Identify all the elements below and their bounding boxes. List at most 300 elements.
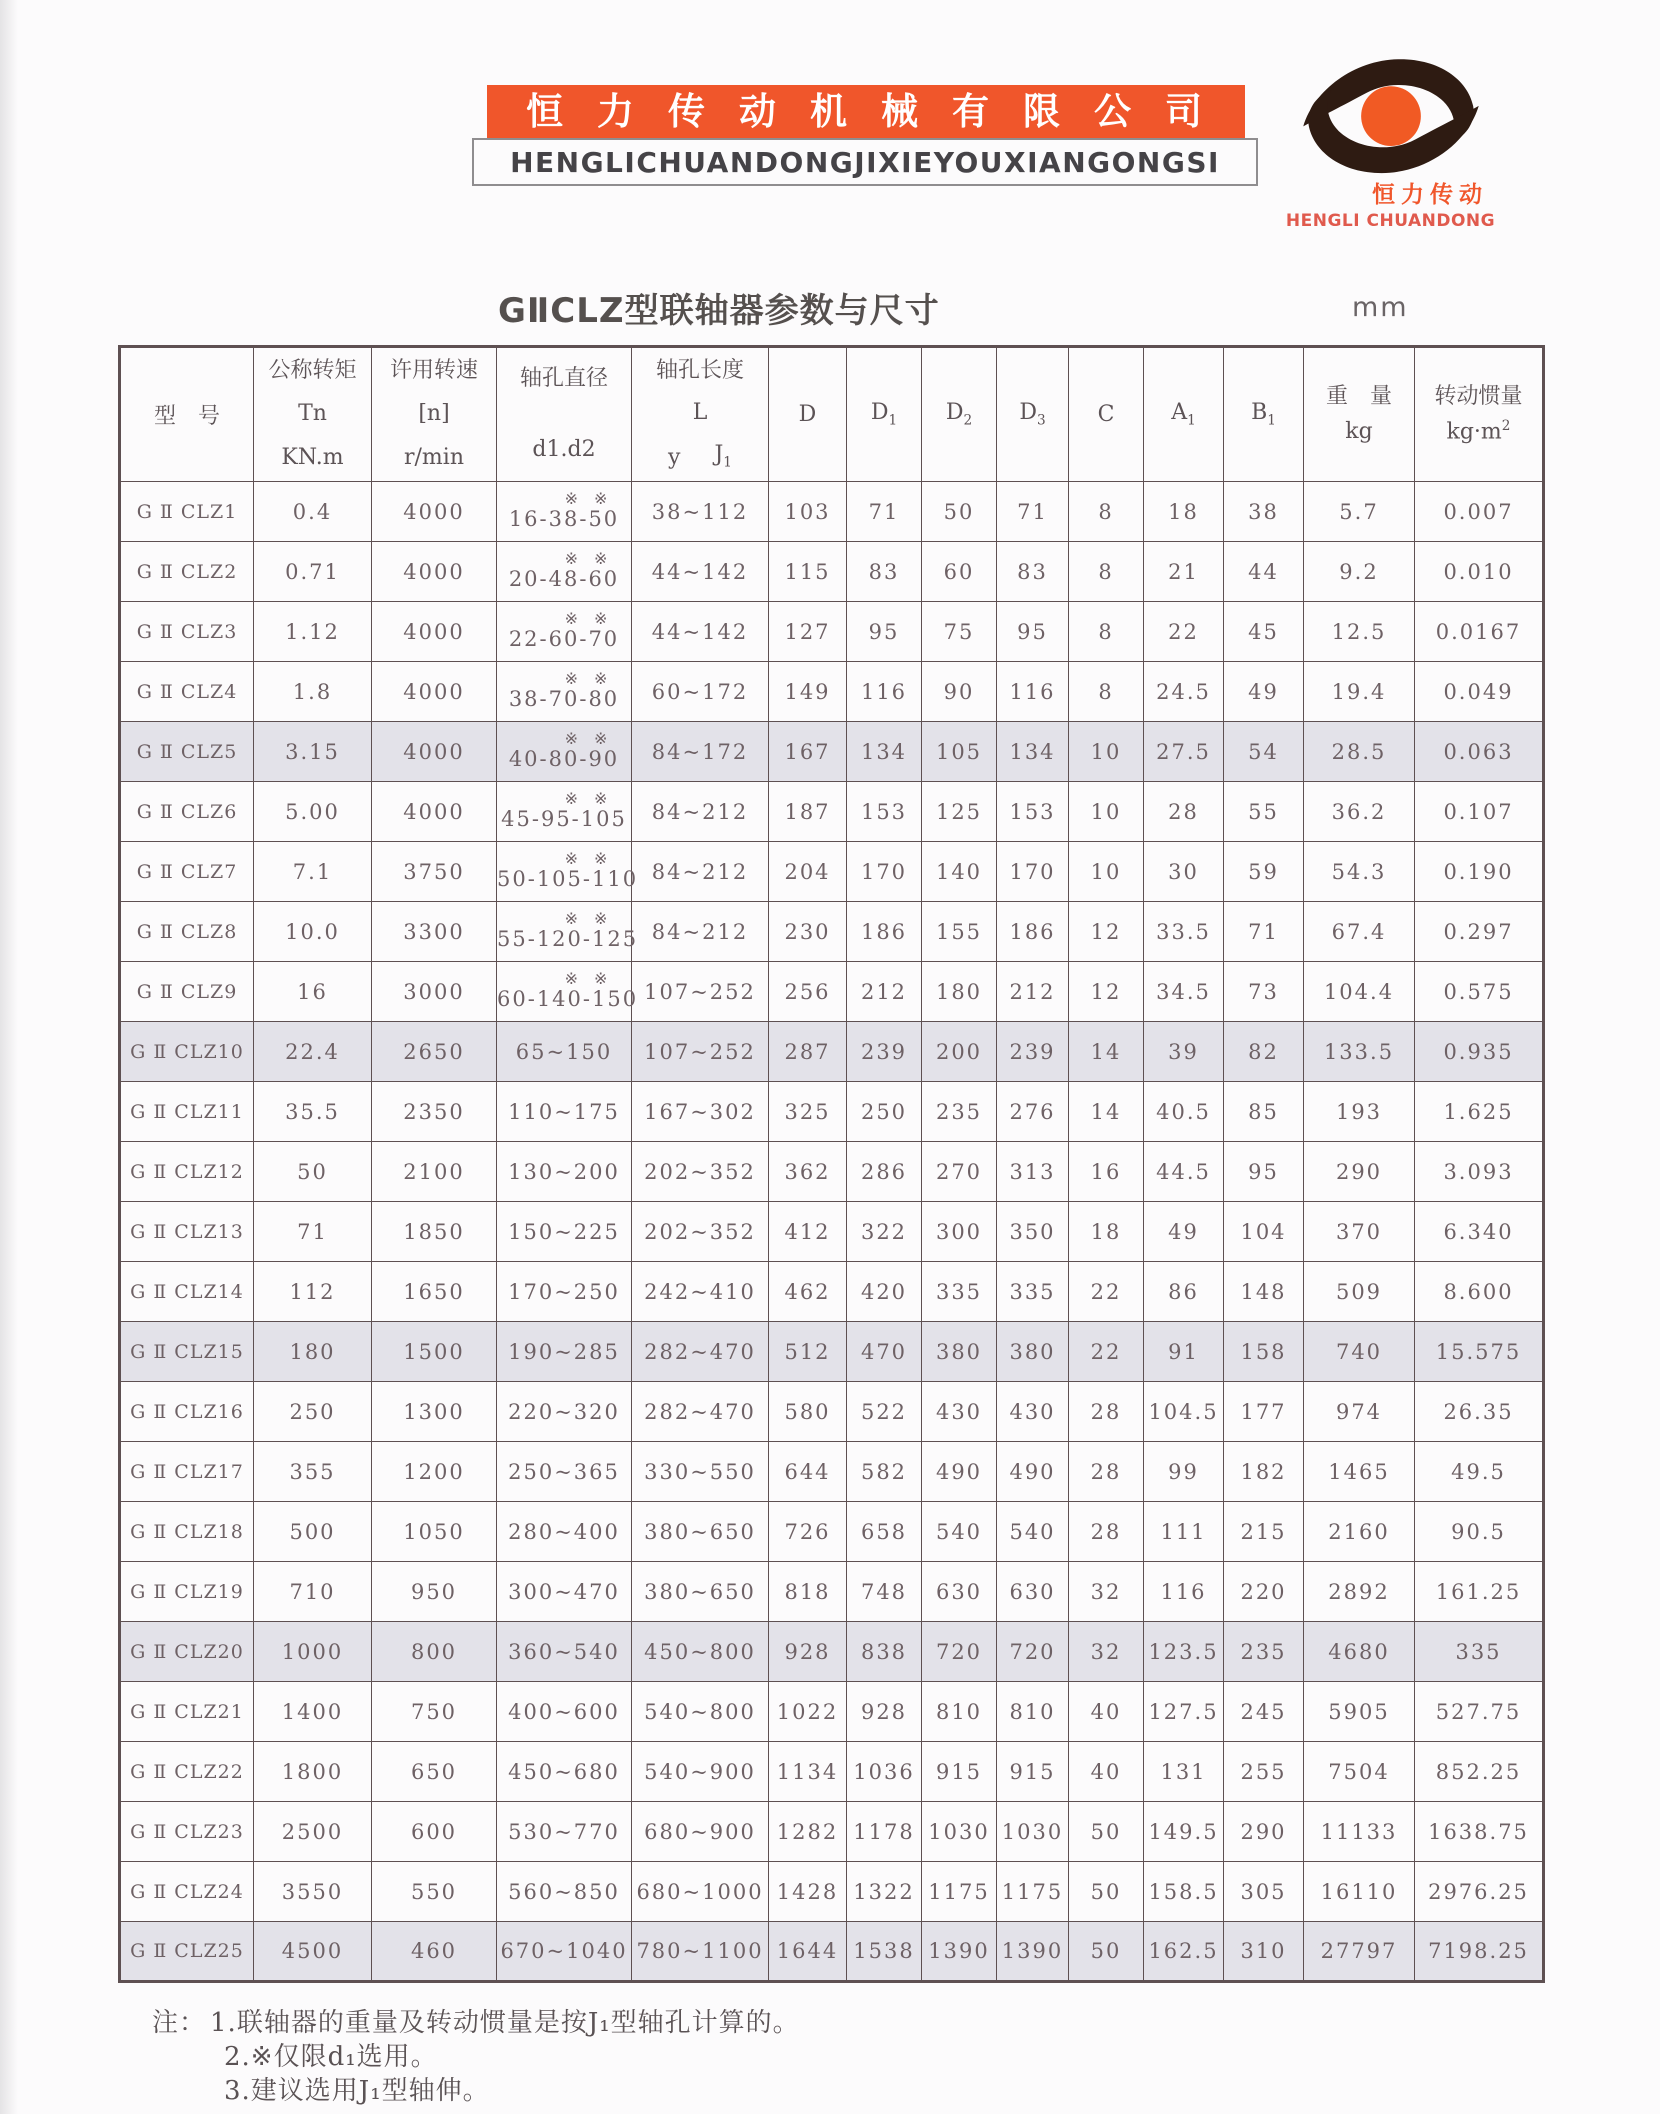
cell-c: 50: [1069, 1802, 1144, 1862]
cell-d3: 313: [997, 1142, 1069, 1202]
cell-a1: 49: [1144, 1202, 1224, 1262]
cell-speed: 4000: [372, 482, 497, 542]
cell-a1: 86: [1144, 1262, 1224, 1322]
scan-edge-shadow: [0, 0, 18, 2114]
col-header-model: 型 号: [120, 347, 254, 482]
cell-bore-length: 167~302: [632, 1082, 769, 1142]
cell-bore-diameter: [497, 1682, 632, 1742]
cell-inertia: 0.935: [1415, 1022, 1544, 1082]
cell-c: 40: [1069, 1682, 1144, 1742]
cell-d2: 720: [922, 1622, 997, 1682]
cell-model: G Ⅱ CLZ21: [120, 1682, 254, 1742]
cell-d2: 50: [922, 482, 997, 542]
cell-inertia: 2976.25: [1415, 1862, 1544, 1922]
cell-d1: 239: [847, 1022, 922, 1082]
cell-speed: 2350: [372, 1082, 497, 1142]
table-row: [120, 542, 1544, 602]
cell-d: 928: [769, 1622, 847, 1682]
cell-d2: 300: [922, 1202, 997, 1262]
cell-inertia: 15.575: [1415, 1322, 1544, 1382]
cell-model: G Ⅱ CLZ9: [120, 962, 254, 1022]
limited-selection-marks: ※ ※: [564, 848, 608, 868]
cell-model: G Ⅱ CLZ1: [120, 482, 254, 542]
cell-d3: 490: [997, 1442, 1069, 1502]
cell-d3: 134: [997, 722, 1069, 782]
bore-diameter-value: 60-140-150: [497, 986, 639, 1011]
col-header-bore-length: 轴孔长度 L y $J_1$: [632, 347, 769, 482]
cell-bore-diameter: [497, 962, 639, 1022]
cell-inertia: 26.35: [1415, 1382, 1544, 1442]
cell-a1: 127.5: [1144, 1682, 1224, 1742]
cell-d2: 105: [922, 722, 997, 782]
bore-diameter-value: 20-48-60: [508, 566, 620, 591]
cell-d1: 95: [847, 602, 922, 662]
bore-diameter-value: 65~150: [515, 1039, 613, 1064]
cell-b1: 177: [1224, 1382, 1304, 1442]
cell-d: 103: [769, 482, 847, 542]
cell-speed: 1050: [372, 1502, 497, 1562]
cell-weight: 509: [1304, 1262, 1415, 1322]
note-text-1: 1.联轴器的重量及转动惯量是按J₁型轴孔计算的。: [210, 2008, 800, 2038]
cell-weight: 974: [1304, 1382, 1415, 1442]
cell-d: 462: [769, 1262, 847, 1322]
cell-d: 512: [769, 1322, 847, 1382]
cell-bore-length: 540~800: [632, 1682, 769, 1742]
cell-c: 18: [1069, 1202, 1144, 1262]
cell-weight: 1465: [1304, 1442, 1415, 1502]
cell-a1: 131: [1144, 1742, 1224, 1802]
cell-bore-length: 84~212: [632, 902, 769, 962]
cell-speed: 800: [372, 1622, 497, 1682]
table-row: [120, 1562, 1544, 1622]
cell-d2: 1030: [922, 1802, 997, 1862]
cell-d: 362: [769, 1142, 847, 1202]
table-body: [120, 482, 1544, 1982]
cell-bore-diameter: [497, 782, 632, 842]
cell-d2: 915: [922, 1742, 997, 1802]
cell-c: 16: [1069, 1142, 1144, 1202]
cell-weight: 12.5: [1304, 602, 1415, 662]
cell-model: G Ⅱ CLZ12: [120, 1142, 254, 1202]
cell-d: 127: [769, 602, 847, 662]
cell-d1: 420: [847, 1262, 922, 1322]
cell-speed: 1650: [372, 1262, 497, 1322]
cell-speed: 2100: [372, 1142, 497, 1202]
cell-bore-diameter: [497, 1442, 632, 1502]
cell-speed: 650: [372, 1742, 497, 1802]
cell-bore-diameter: [497, 1202, 632, 1262]
logo-circle: [1361, 86, 1421, 146]
cell-d1: 212: [847, 962, 922, 1022]
cell-d3: 276: [997, 1082, 1069, 1142]
cell-weight: 104.4: [1304, 962, 1415, 1022]
cell-bore-diameter: [497, 482, 632, 542]
cell-d: 1134: [769, 1742, 847, 1802]
cell-weight: 28.5: [1304, 722, 1415, 782]
cell-bore-length: 242~410: [632, 1262, 769, 1322]
note-line-3: [152, 2074, 800, 2108]
cell-a1: 39: [1144, 1022, 1224, 1082]
cell-bore-length: 202~352: [632, 1202, 769, 1262]
cell-speed: 1850: [372, 1202, 497, 1262]
table-row: [120, 1262, 1544, 1322]
cell-d1: 116: [847, 662, 922, 722]
limited-selection-marks: ※ ※: [564, 788, 608, 808]
table-row: [120, 1862, 1544, 1922]
cell-bore-diameter: [497, 902, 639, 962]
cell-b1: 182: [1224, 1442, 1304, 1502]
limited-selection-marks: ※ ※: [564, 728, 608, 748]
cell-a1: 158.5: [1144, 1862, 1224, 1922]
cell-inertia: 161.25: [1415, 1562, 1544, 1622]
cell-model: G Ⅱ CLZ22: [120, 1742, 254, 1802]
cell-d2: 200: [922, 1022, 997, 1082]
cell-torque: 1400: [254, 1682, 372, 1742]
cell-d2: 1390: [922, 1922, 997, 1982]
cell-torque: 1800: [254, 1742, 372, 1802]
cell-bore-diameter: [497, 662, 632, 722]
cell-d3: 720: [997, 1622, 1069, 1682]
col-header-weight: 重 量 kg: [1304, 347, 1415, 482]
cell-d2: 155: [922, 902, 997, 962]
cell-c: 32: [1069, 1562, 1144, 1622]
cell-d: 1644: [769, 1922, 847, 1982]
cell-model: G Ⅱ CLZ15: [120, 1322, 254, 1382]
table-row: [120, 482, 1544, 542]
bore-diameter-value: 16-38-50: [508, 506, 620, 531]
cell-d3: 430: [997, 1382, 1069, 1442]
col-header-bore-diameter: 轴孔直径 d1.d2: [497, 347, 632, 482]
col-header-d2: $D_2$: [922, 347, 997, 482]
cell-d2: 540: [922, 1502, 997, 1562]
cell-b1: 158: [1224, 1322, 1304, 1382]
cell-a1: 91: [1144, 1322, 1224, 1382]
cell-a1: 24.5: [1144, 662, 1224, 722]
cell-d3: 1390: [997, 1922, 1069, 1982]
cell-d: 167: [769, 722, 847, 782]
cell-weight: 16110: [1304, 1862, 1415, 1922]
cell-d1: 928: [847, 1682, 922, 1742]
cell-weight: 11133: [1304, 1802, 1415, 1862]
cell-d3: 335: [997, 1262, 1069, 1322]
table-row: [120, 1622, 1544, 1682]
cell-speed: 950: [372, 1562, 497, 1622]
cell-d2: 335: [922, 1262, 997, 1322]
cell-inertia: 6.340: [1415, 1202, 1544, 1262]
cell-c: 12: [1069, 962, 1144, 1022]
cell-bore-length: 84~172: [632, 722, 769, 782]
cell-weight: 19.4: [1304, 662, 1415, 722]
cell-a1: 123.5: [1144, 1622, 1224, 1682]
cell-d2: 60: [922, 542, 997, 602]
cell-d1: 470: [847, 1322, 922, 1382]
cell-d3: 170: [997, 842, 1069, 902]
limited-selection-marks: ※ ※: [564, 908, 608, 928]
col-header-inertia: 转动惯量 $kg\cdot m^2$: [1415, 347, 1544, 482]
cell-a1: 40.5: [1144, 1082, 1224, 1142]
cell-d1: 134: [847, 722, 922, 782]
cell-d3: 350: [997, 1202, 1069, 1262]
cell-torque: 112: [254, 1262, 372, 1322]
cell-a1: 111: [1144, 1502, 1224, 1562]
swirl-logo-icon: [1288, 48, 1494, 188]
table-row: [120, 1922, 1544, 1982]
cell-c: 12: [1069, 902, 1144, 962]
unit-label: mm: [1352, 292, 1409, 323]
cell-torque: 71: [254, 1202, 372, 1262]
limited-selection-marks: ※ ※: [564, 548, 608, 568]
cell-d1: 838: [847, 1622, 922, 1682]
cell-speed: 3000: [372, 962, 497, 1022]
cell-b1: 38: [1224, 482, 1304, 542]
cell-c: 28: [1069, 1382, 1144, 1442]
cell-bore-diameter: [497, 1142, 632, 1202]
cell-d2: 125: [922, 782, 997, 842]
cell-speed: 1200: [372, 1442, 497, 1502]
cell-speed: 3300: [372, 902, 497, 962]
cell-b1: 310: [1224, 1922, 1304, 1982]
cell-b1: 45: [1224, 602, 1304, 662]
cell-inertia: 7198.25: [1415, 1922, 1544, 1982]
bore-diameter-value: 40-80-90: [508, 746, 620, 771]
cell-d1: 748: [847, 1562, 922, 1622]
cell-bore-diameter: [497, 1862, 632, 1922]
cell-bore-length: 380~650: [632, 1502, 769, 1562]
cell-a1: 44.5: [1144, 1142, 1224, 1202]
spec-table: [118, 345, 1545, 1983]
limited-selection-marks: ※ ※: [564, 968, 608, 988]
bore-diameter-value: 360~540: [508, 1639, 620, 1664]
logo-text-en: HENGLI CHUANDONG: [1285, 211, 1496, 231]
table-row: [120, 1382, 1544, 1442]
cell-model: G Ⅱ CLZ24: [120, 1862, 254, 1922]
note-line-1: [152, 2006, 800, 2040]
cell-bore-length: 107~252: [632, 1022, 769, 1082]
bore-diameter-value: 530~770: [508, 1819, 620, 1844]
cell-model: G Ⅱ CLZ16: [120, 1382, 254, 1442]
cell-inertia: 335: [1415, 1622, 1544, 1682]
cell-b1: 49: [1224, 662, 1304, 722]
bore-diameter-value: 50-105-110: [497, 866, 639, 891]
cell-model: G Ⅱ CLZ11: [120, 1082, 254, 1142]
col-header-speed: 许用转速 [n] r/min: [372, 347, 497, 482]
table-row: [120, 1202, 1544, 1262]
cell-model: G Ⅱ CLZ4: [120, 662, 254, 722]
cell-torque: 22.4: [254, 1022, 372, 1082]
cell-model: G Ⅱ CLZ6: [120, 782, 254, 842]
cell-d3: 153: [997, 782, 1069, 842]
cell-d: 149: [769, 662, 847, 722]
cell-speed: 460: [372, 1922, 497, 1982]
bore-diameter-value: 38-70-80: [508, 686, 620, 711]
cell-torque: 0.4: [254, 482, 372, 542]
cell-d2: 75: [922, 602, 997, 662]
cell-d: 325: [769, 1082, 847, 1142]
cell-d: 187: [769, 782, 847, 842]
cell-d: 580: [769, 1382, 847, 1442]
cell-model: G Ⅱ CLZ14: [120, 1262, 254, 1322]
cell-c: 50: [1069, 1922, 1144, 1982]
cell-weight: 7504: [1304, 1742, 1415, 1802]
cell-bore-diameter: [497, 1082, 632, 1142]
cell-torque: 3550: [254, 1862, 372, 1922]
cell-bore-diameter: [497, 1802, 632, 1862]
bore-diameter-value: 45-95-105: [501, 806, 627, 831]
table-row: [120, 1082, 1544, 1142]
cell-inertia: 0.575: [1415, 962, 1544, 1022]
bore-diameter-value: 150~225: [508, 1219, 620, 1244]
cell-bore-length: 44~142: [632, 542, 769, 602]
cell-d3: 915: [997, 1742, 1069, 1802]
cell-bore-diameter: [497, 722, 632, 782]
cell-bore-length: 84~212: [632, 782, 769, 842]
table-row: [120, 962, 1544, 1022]
cell-d3: 83: [997, 542, 1069, 602]
cell-c: 10: [1069, 842, 1144, 902]
cell-c: 10: [1069, 722, 1144, 782]
cell-inertia: 90.5: [1415, 1502, 1544, 1562]
cell-inertia: 1.625: [1415, 1082, 1544, 1142]
cell-torque: 0.71: [254, 542, 372, 602]
cell-d3: 95: [997, 602, 1069, 662]
cell-d1: 322: [847, 1202, 922, 1262]
cell-d2: 1175: [922, 1862, 997, 1922]
note-label: 注：: [152, 2008, 207, 2038]
cell-b1: 55: [1224, 782, 1304, 842]
cell-model: G Ⅱ CLZ23: [120, 1802, 254, 1862]
cell-model: G Ⅱ CLZ17: [120, 1442, 254, 1502]
cell-inertia: 0.010: [1415, 542, 1544, 602]
cell-c: 40: [1069, 1742, 1144, 1802]
cell-model: G Ⅱ CLZ7: [120, 842, 254, 902]
cell-b1: 305: [1224, 1862, 1304, 1922]
cell-d1: 1178: [847, 1802, 922, 1862]
cell-d2: 180: [922, 962, 997, 1022]
cell-b1: 85: [1224, 1082, 1304, 1142]
logo-text-cn: 恒力传动: [1372, 182, 1488, 208]
cell-inertia: 49.5: [1415, 1442, 1544, 1502]
cell-d1: 186: [847, 902, 922, 962]
cell-weight: 36.2: [1304, 782, 1415, 842]
cell-torque: 35.5: [254, 1082, 372, 1142]
cell-torque: 2500: [254, 1802, 372, 1862]
cell-d2: 630: [922, 1562, 997, 1622]
cell-d1: 1322: [847, 1862, 922, 1922]
cell-inertia: 1638.75: [1415, 1802, 1544, 1862]
company-name-en: HENGLICHUANDONGJIXIEYOUXIANGONGSI: [510, 145, 1220, 179]
cell-model: G Ⅱ CLZ19: [120, 1562, 254, 1622]
cell-c: 22: [1069, 1262, 1144, 1322]
cell-b1: 235: [1224, 1622, 1304, 1682]
cell-model: G Ⅱ CLZ20: [120, 1622, 254, 1682]
cell-model: G Ⅱ CLZ8: [120, 902, 254, 962]
bore-diameter-value: 670~1040: [500, 1939, 628, 1963]
note-text-3: 3.建议选用J₁型轴伸。: [224, 2076, 490, 2106]
cell-inertia: 0.297: [1415, 902, 1544, 962]
cell-d3: 239: [997, 1022, 1069, 1082]
table-row: [120, 722, 1544, 782]
cell-torque: 1.8: [254, 662, 372, 722]
table-row: [120, 602, 1544, 662]
cell-model: G Ⅱ CLZ3: [120, 602, 254, 662]
table-row: [120, 1322, 1544, 1382]
table-row: [120, 1802, 1544, 1862]
cell-d: 1282: [769, 1802, 847, 1862]
cell-bore-length: 202~352: [632, 1142, 769, 1202]
cell-d2: 270: [922, 1142, 997, 1202]
table-header-row: [120, 347, 1544, 482]
bore-diameter-value: 400~600: [508, 1699, 620, 1724]
cell-bore-diameter: [497, 1502, 632, 1562]
cell-model: G Ⅱ CLZ18: [120, 1502, 254, 1562]
cell-b1: 104: [1224, 1202, 1304, 1262]
cell-speed: 1500: [372, 1322, 497, 1382]
cell-torque: 710: [254, 1562, 372, 1622]
cell-d3: 540: [997, 1502, 1069, 1562]
cell-d: 230: [769, 902, 847, 962]
cell-torque: 1000: [254, 1622, 372, 1682]
cell-torque: 4500: [254, 1922, 372, 1982]
cell-d3: 380: [997, 1322, 1069, 1382]
bore-diameter-value: 190~285: [508, 1339, 620, 1364]
cell-bore-length: 107~252: [632, 962, 769, 1022]
cell-inertia: 0.190: [1415, 842, 1544, 902]
cell-torque: 1.12: [254, 602, 372, 662]
bore-diameter-value: 250~365: [508, 1459, 620, 1484]
company-name-cn: 恒力传动机械有限公司: [526, 90, 1236, 133]
cell-speed: 550: [372, 1862, 497, 1922]
col-header-d: D: [769, 347, 847, 482]
cell-bore-diameter: [497, 542, 632, 602]
cell-bore-diameter: [497, 842, 639, 902]
cell-speed: 2650: [372, 1022, 497, 1082]
cell-d3: 1175: [997, 1862, 1069, 1922]
cell-weight: 9.2: [1304, 542, 1415, 602]
cell-b1: 245: [1224, 1682, 1304, 1742]
cell-weight: 290: [1304, 1142, 1415, 1202]
bore-diameter-value: 170~250: [508, 1279, 620, 1304]
cell-inertia: 0.063: [1415, 722, 1544, 782]
cell-model: G Ⅱ CLZ25: [120, 1922, 254, 1982]
cell-weight: 5905: [1304, 1682, 1415, 1742]
cell-c: 14: [1069, 1082, 1144, 1142]
cell-a1: 104.5: [1144, 1382, 1224, 1442]
col-header-d3: $D_3$: [997, 347, 1069, 482]
cell-speed: 1300: [372, 1382, 497, 1442]
table-row: [120, 1742, 1544, 1802]
cell-b1: 59: [1224, 842, 1304, 902]
cell-d: 726: [769, 1502, 847, 1562]
cell-d3: 810: [997, 1682, 1069, 1742]
cell-d: 1428: [769, 1862, 847, 1922]
cell-d: 287: [769, 1022, 847, 1082]
cell-speed: 4000: [372, 782, 497, 842]
cell-speed: 4000: [372, 602, 497, 662]
cell-a1: 116: [1144, 1562, 1224, 1622]
cell-a1: 34.5: [1144, 962, 1224, 1022]
cell-c: 8: [1069, 482, 1144, 542]
cell-b1: 71: [1224, 902, 1304, 962]
cell-d2: 140: [922, 842, 997, 902]
table-row: [120, 1022, 1544, 1082]
cell-d1: 83: [847, 542, 922, 602]
cell-speed: 4000: [372, 662, 497, 722]
cell-torque: 500: [254, 1502, 372, 1562]
cell-speed: 3750: [372, 842, 497, 902]
cell-a1: 99: [1144, 1442, 1224, 1502]
bore-diameter-value: 450~680: [508, 1759, 620, 1784]
cell-d2: 810: [922, 1682, 997, 1742]
